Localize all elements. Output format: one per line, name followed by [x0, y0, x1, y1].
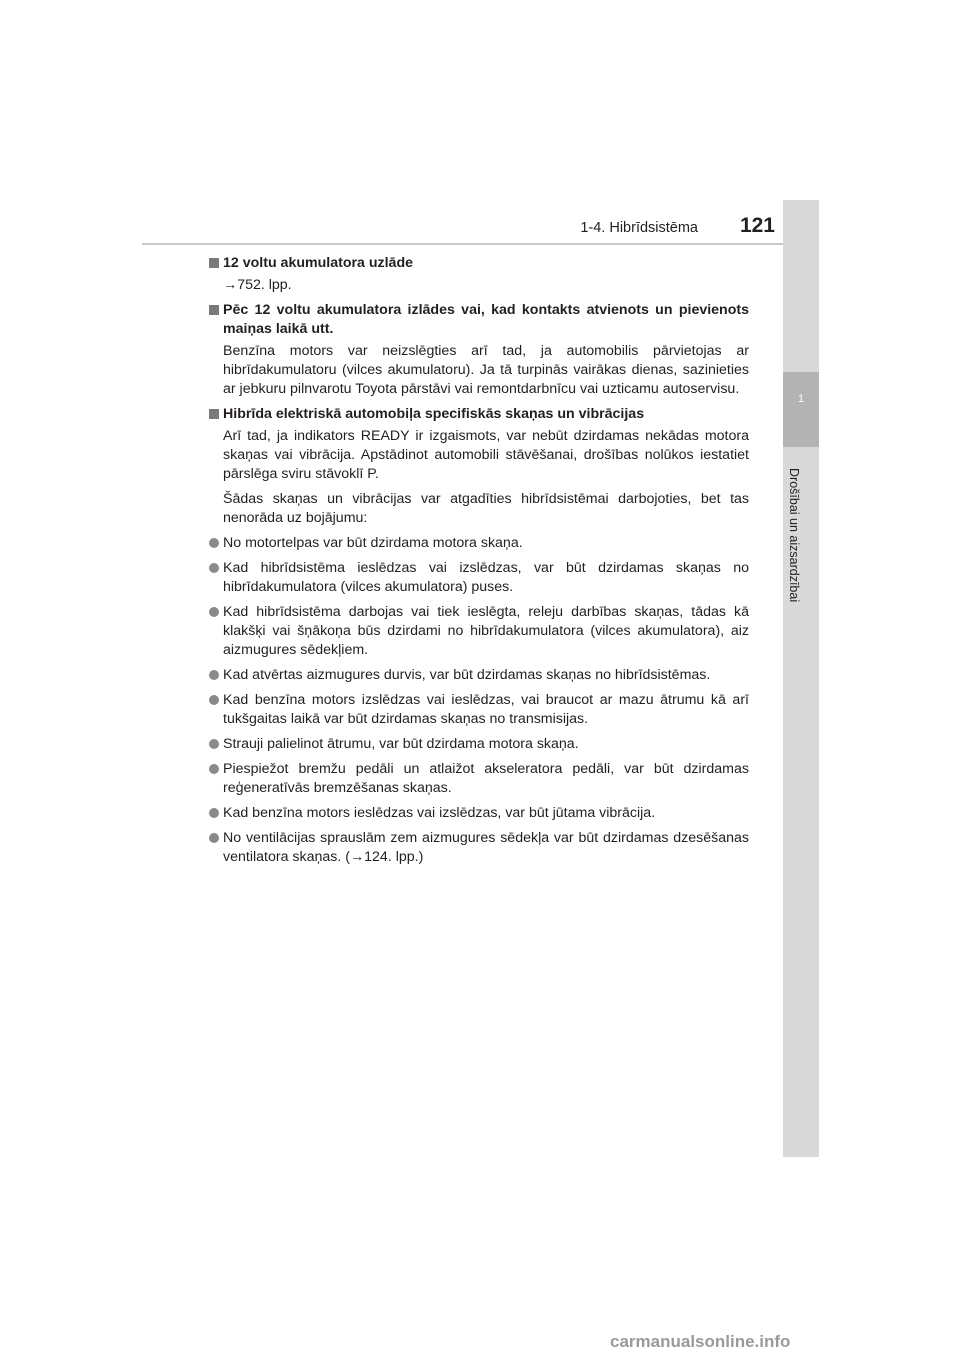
chapter-side-tab — [783, 200, 819, 1157]
chapter-title: Drošībai un aizsardzībai — [787, 468, 801, 603]
chapter-tab-marker — [783, 372, 819, 447]
round-bullet-icon — [209, 695, 219, 705]
list-item: Kad benzīna motors izslēdzas vai ieslēdzas, vai braucot ar mazu ātrumu kā arī tukšgaitas laikā var būt dzirdamas skaņas no transmisijas. — [209, 691, 749, 729]
list-item: Piespiežot bremžu pedāli un atlaižot akseleratora pedāli, var būt dzirdamas reģeneratīvās bremzēšanas skaņas. — [209, 760, 749, 798]
paragraph: Arī tad, ja indikators READY ir izgaismots, var nebūt dzirdamas nekādas motora skaņas vai vibrācija. Apstādinot automobili stāvēšanai, drošības nolūkos iestatiet pārslēga sviru stāvoklī P. — [223, 428, 749, 482]
list-item: Kad hibrīdsistēma darbojas vai tiek ieslēgta, releju darbības skaņas, tādas kā klakšķi vai šņākoņa būs dzirdami no hibrīdakumulatora (vilces akumulatora), aiz aizmugures sēdekļiem. — [209, 603, 749, 660]
section-battery-charging — [209, 254, 749, 295]
watermark: carmanualsonline.info — [610, 1332, 791, 1351]
list-item: Kad atvērtas aizmugures durvis, var būt dzirdamas skaņas no hibrīdsistēmas. — [209, 666, 749, 685]
square-bullet-icon — [209, 258, 219, 268]
list-item: No ventilācijas sprauslām zem aizmugures sēdekļa var būt dzirdamas dzesēšanas ventilatora skaņas. (→124. lpp.) — [209, 829, 749, 867]
header-divider — [142, 243, 818, 245]
square-bullet-icon — [209, 409, 219, 419]
square-bullet-icon — [209, 305, 219, 315]
page-number: 121 — [739, 214, 775, 237]
section-header-title: 1-4. Hibrīdsistēma — [580, 220, 698, 236]
round-bullet-icon — [209, 563, 219, 573]
section-title: Hibrīda elektriskā automobiļa specifiskās skaņas un vibrācijas — [209, 405, 749, 424]
paragraph: Benzīna motors var neizslēgties arī tad, ja automobilis pārvietojas ar hibrīdakumulatoru (vilces akumulatoru). Ja tā turpinās vairākas dienas, sazinieties ar jebkuru pilnvarotu Toyota pārstāvi vai remontdarbnīcu vai uzticamu autoservisu. — [223, 343, 749, 397]
round-bullet-icon — [209, 607, 219, 617]
section-hybrid-sounds — [209, 405, 749, 867]
paragraph: Šādas skaņas un vibrācijas var atgadīties hibrīdsistēmai darbojoties, bet tas nenorāda uz bojājumu: — [223, 491, 749, 526]
section-title: 12 voltu akumulatora uzlāde — [209, 254, 749, 273]
list-item: Strauji palielinot ātrumu, var būt dzirdama motora skaņa. — [209, 735, 749, 754]
round-bullet-icon — [209, 833, 219, 843]
round-bullet-icon — [209, 739, 219, 749]
main-content — [209, 254, 749, 873]
section-battery-discharge — [209, 301, 749, 399]
list-item: Kad hibrīdsistēma ieslēdzas vai izslēdzas, var būt dzirdamas skaņas no hibrīdakumulatora (vilces akumulatora) puses. — [209, 559, 749, 597]
round-bullet-icon — [209, 538, 219, 548]
list-item: No motortelpas var būt dzirdama motora skaņa. — [209, 534, 749, 553]
round-bullet-icon — [209, 670, 219, 680]
round-bullet-icon — [209, 808, 219, 818]
chapter-number: 1 — [797, 393, 805, 405]
page-reference: →752. lpp. — [223, 277, 292, 293]
section-title: Pēc 12 voltu akumulatora izlādes vai, kad kontakts atvienots un pievienots maiņas laikā utt. — [209, 301, 749, 339]
list-item: Kad benzīna motors ieslēdzas vai izslēdzas, var būt jūtama vibrācija. — [209, 804, 749, 823]
round-bullet-icon — [209, 764, 219, 774]
